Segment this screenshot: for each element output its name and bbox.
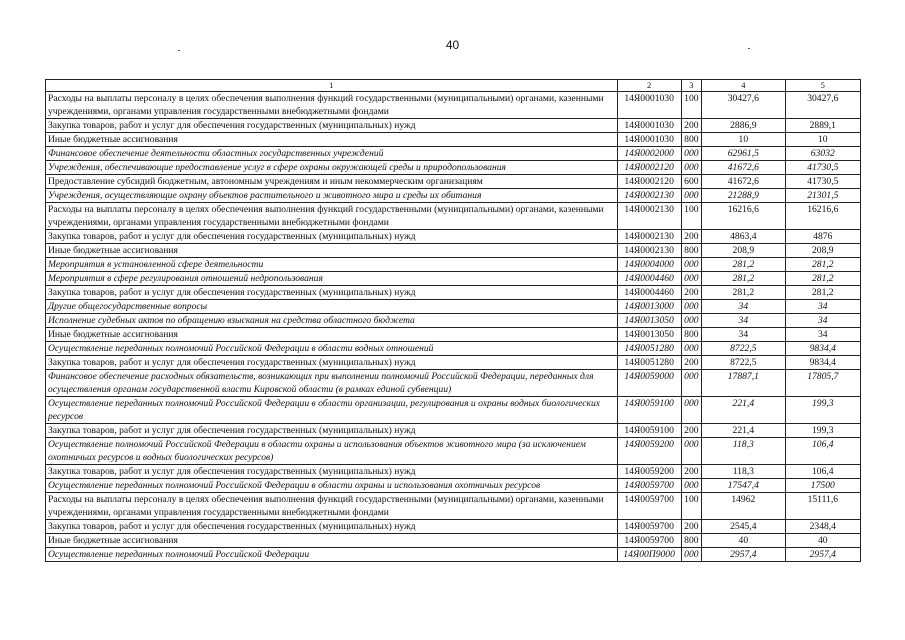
cell-target-code: 14Я0002120 bbox=[617, 161, 681, 175]
column-header-4: 4 bbox=[702, 80, 786, 92]
cell-target-code: 14Я0059700 bbox=[617, 493, 681, 520]
cell-description: Исполнение судебных актов по обращению взыскания на средства областного бюджета bbox=[46, 314, 618, 328]
cell-target-code: 14Я0059100 bbox=[617, 424, 681, 438]
cell-expense-type: 100 bbox=[681, 203, 701, 230]
cell-description: Закупка товаров, работ и услуг для обеспечения государственных (муниципальных) нужд bbox=[46, 520, 618, 534]
cell-target-code: 14Я0002130 bbox=[617, 230, 681, 244]
table-row bbox=[46, 548, 861, 562]
cell-target-code: 14Я0002000 bbox=[617, 147, 681, 161]
cell-description: Иные бюджетные ассигнования bbox=[46, 534, 618, 548]
table-row bbox=[46, 397, 861, 424]
table-header-row bbox=[46, 80, 861, 92]
cell-amount-col5: 199,3 bbox=[785, 424, 860, 438]
cell-expense-type: 200 bbox=[681, 230, 701, 244]
cell-description: Осуществление переданных полномочий Российской Федерации в области организации, регулирования и охраны водных биологических ресурсов bbox=[46, 397, 618, 424]
cell-description: Иные бюджетные ассигнования bbox=[46, 244, 618, 258]
cell-description: Закупка товаров, работ и услуг для обеспечения государственных (муниципальных) нужд bbox=[46, 424, 618, 438]
cell-description: Закупка товаров, работ и услуг для обеспечения государственных (муниципальных) нужд bbox=[46, 465, 618, 479]
table-row bbox=[46, 300, 861, 314]
scan-speck bbox=[748, 48, 750, 49]
cell-amount-col5: 4876 bbox=[785, 230, 860, 244]
cell-amount-col4: 34 bbox=[702, 314, 786, 328]
table-row bbox=[46, 92, 861, 119]
cell-amount-col5: 9834,4 bbox=[785, 342, 860, 356]
cell-expense-type: 100 bbox=[681, 493, 701, 520]
cell-amount-col5: 41730,5 bbox=[785, 161, 860, 175]
table-row bbox=[46, 328, 861, 342]
cell-amount-col5: 41730,5 bbox=[785, 175, 860, 189]
cell-amount-col4: 2886,9 bbox=[702, 119, 786, 133]
cell-amount-col5: 2957,4 bbox=[785, 548, 860, 562]
cell-target-code: 14Я0059700 bbox=[617, 479, 681, 493]
cell-amount-col5: 2889,1 bbox=[785, 119, 860, 133]
cell-expense-type: 000 bbox=[681, 258, 701, 272]
cell-description: Осуществление переданных полномочий Российской Федерации в области водных отношений bbox=[46, 342, 618, 356]
cell-amount-col4: 17887,1 bbox=[702, 370, 786, 397]
cell-target-code: 14Я0002130 bbox=[617, 244, 681, 258]
cell-amount-col4: 208,9 bbox=[702, 244, 786, 258]
cell-target-code: 14Я0059200 bbox=[617, 465, 681, 479]
cell-amount-col5: 208,9 bbox=[785, 244, 860, 258]
table-row bbox=[46, 438, 861, 465]
cell-amount-col5: 16216,6 bbox=[785, 203, 860, 230]
cell-expense-type: 000 bbox=[681, 189, 701, 203]
table-row bbox=[46, 230, 861, 244]
cell-target-code: 14Я0013000 bbox=[617, 300, 681, 314]
cell-amount-col5: 106,4 bbox=[785, 465, 860, 479]
cell-expense-type: 000 bbox=[681, 314, 701, 328]
cell-expense-type: 000 bbox=[681, 147, 701, 161]
cell-amount-col5: 281,2 bbox=[785, 272, 860, 286]
cell-target-code: 14Я0051280 bbox=[617, 356, 681, 370]
cell-amount-col4: 281,2 bbox=[702, 272, 786, 286]
cell-amount-col5: 15111,6 bbox=[785, 493, 860, 520]
cell-expense-type: 200 bbox=[681, 286, 701, 300]
column-header-3: 3 bbox=[681, 80, 701, 92]
table-row bbox=[46, 493, 861, 520]
cell-description: Другие общегосударственные вопросы bbox=[46, 300, 618, 314]
cell-expense-type: 000 bbox=[681, 479, 701, 493]
cell-expense-type: 000 bbox=[681, 548, 701, 562]
cell-expense-type: 600 bbox=[681, 175, 701, 189]
cell-target-code: 14Я00П9000 bbox=[617, 548, 681, 562]
cell-description: Осуществление переданных полномочий Российской Федерации в области охраны и использования охотничьих ресурсов bbox=[46, 479, 618, 493]
cell-amount-col5: 10 bbox=[785, 133, 860, 147]
cell-expense-type: 200 bbox=[681, 119, 701, 133]
cell-amount-col5: 30427,6 bbox=[785, 92, 860, 119]
cell-expense-type: 800 bbox=[681, 534, 701, 548]
cell-description: Осуществление переданных полномочий Российской Федерации bbox=[46, 548, 618, 562]
cell-description: Мероприятия в установленной сфере деятельности bbox=[46, 258, 618, 272]
table-row bbox=[46, 258, 861, 272]
cell-expense-type: 800 bbox=[681, 244, 701, 258]
cell-description: Финансовое обеспечение расходных обязательств, возникающих при выполнении полномочий Российской Федерации, переданных для осуществления органам государственной власти Кировской области (в рамках единой субвенции) bbox=[46, 370, 618, 397]
cell-expense-type: 200 bbox=[681, 465, 701, 479]
cell-target-code: 14Я0004000 bbox=[617, 258, 681, 272]
table-row bbox=[46, 175, 861, 189]
table-row bbox=[46, 286, 861, 300]
cell-target-code: 14Я0059100 bbox=[617, 397, 681, 424]
cell-target-code: 14Я0059200 bbox=[617, 438, 681, 465]
cell-expense-type: 000 bbox=[681, 161, 701, 175]
cell-target-code: 14Я0004460 bbox=[617, 272, 681, 286]
budget-table-body bbox=[46, 80, 861, 562]
cell-target-code: 14Я0013050 bbox=[617, 314, 681, 328]
cell-description: Закупка товаров, работ и услуг для обеспечения государственных (муниципальных) нужд bbox=[46, 286, 618, 300]
cell-amount-col5: 199,3 bbox=[785, 397, 860, 424]
column-header-2: 2 bbox=[617, 80, 681, 92]
cell-amount-col4: 2957,4 bbox=[702, 548, 786, 562]
cell-expense-type: 200 bbox=[681, 424, 701, 438]
cell-amount-col5: 34 bbox=[785, 300, 860, 314]
cell-expense-type: 800 bbox=[681, 133, 701, 147]
table-row bbox=[46, 424, 861, 438]
cell-amount-col5: 106,4 bbox=[785, 438, 860, 465]
cell-target-code: 14Я0002130 bbox=[617, 203, 681, 230]
table-row bbox=[46, 244, 861, 258]
cell-expense-type: 000 bbox=[681, 272, 701, 286]
cell-amount-col4: 281,2 bbox=[702, 258, 786, 272]
cell-amount-col5: 9834,4 bbox=[785, 356, 860, 370]
cell-target-code: 14Я0001030 bbox=[617, 119, 681, 133]
cell-target-code: 14Я0001030 bbox=[617, 92, 681, 119]
cell-target-code: 14Я0059000 bbox=[617, 370, 681, 397]
table-row bbox=[46, 119, 861, 133]
table-row bbox=[46, 342, 861, 356]
cell-expense-type: 000 bbox=[681, 397, 701, 424]
table-row bbox=[46, 189, 861, 203]
cell-description: Закупка товаров, работ и услуг для обеспечения государственных (муниципальных) нужд bbox=[46, 230, 618, 244]
cell-target-code: 14Я0002120 bbox=[617, 175, 681, 189]
cell-amount-col4: 10 bbox=[702, 133, 786, 147]
cell-description: Расходы на выплаты персоналу в целях обеспечения выполнения функций государственными (муниципальными) органами, казенными учреждениями, органами управления государственными внебюджетными фондами bbox=[46, 493, 618, 520]
cell-amount-col4: 16216,6 bbox=[702, 203, 786, 230]
table-row bbox=[46, 161, 861, 175]
cell-amount-col4: 118,3 bbox=[702, 465, 786, 479]
cell-amount-col4: 34 bbox=[702, 300, 786, 314]
cell-amount-col4: 4863,4 bbox=[702, 230, 786, 244]
cell-amount-col4: 14962 bbox=[702, 493, 786, 520]
cell-description: Иные бюджетные ассигнования bbox=[46, 328, 618, 342]
cell-target-code: 14Я0059700 bbox=[617, 520, 681, 534]
table-row bbox=[46, 479, 861, 493]
cell-expense-type: 000 bbox=[681, 342, 701, 356]
table-row bbox=[46, 314, 861, 328]
cell-amount-col5: 281,2 bbox=[785, 286, 860, 300]
cell-description: Мероприятия в сфере регулирования отношений недропользования bbox=[46, 272, 618, 286]
cell-expense-type: 000 bbox=[681, 300, 701, 314]
cell-amount-col4: 21288,9 bbox=[702, 189, 786, 203]
cell-amount-col4: 221,4 bbox=[702, 424, 786, 438]
cell-amount-col4: 118,3 bbox=[702, 438, 786, 465]
cell-amount-col5: 34 bbox=[785, 328, 860, 342]
cell-description: Финансовое обеспечение деятельности областных государственных учреждений bbox=[46, 147, 618, 161]
budget-table bbox=[45, 79, 861, 562]
cell-amount-col4: 40 bbox=[702, 534, 786, 548]
cell-target-code: 14Я0004460 bbox=[617, 286, 681, 300]
cell-target-code: 14Я0002130 bbox=[617, 189, 681, 203]
cell-description: Иные бюджетные ассигнования bbox=[46, 133, 618, 147]
column-header-5: 5 bbox=[785, 80, 860, 92]
cell-amount-col4: 2545,4 bbox=[702, 520, 786, 534]
cell-target-code: 14Я0051280 bbox=[617, 342, 681, 356]
cell-amount-col5: 63032 bbox=[785, 147, 860, 161]
cell-expense-type: 100 bbox=[681, 92, 701, 119]
cell-expense-type: 800 bbox=[681, 328, 701, 342]
cell-expense-type: 000 bbox=[681, 370, 701, 397]
page-number: 40 bbox=[445, 38, 460, 52]
scan-speck bbox=[178, 50, 180, 51]
cell-amount-col5: 17500 bbox=[785, 479, 860, 493]
cell-description: Расходы на выплаты персоналу в целях обеспечения выполнения функций государственными (муниципальными) органами, казенными учреждениями, органами управления государственными внебюджетными фондами bbox=[46, 203, 618, 230]
cell-amount-col4: 41672,6 bbox=[702, 175, 786, 189]
cell-description: Учреждения, обеспечивающие предоставление услуг в сфере охраны окружающей среды и природопользования bbox=[46, 161, 618, 175]
cell-amount-col5: 40 bbox=[785, 534, 860, 548]
table-row bbox=[46, 133, 861, 147]
cell-expense-type: 200 bbox=[681, 356, 701, 370]
cell-amount-col4: 8722,5 bbox=[702, 342, 786, 356]
table-row bbox=[46, 356, 861, 370]
cell-amount-col5: 34 bbox=[785, 314, 860, 328]
column-header-1: 1 bbox=[46, 80, 618, 92]
cell-amount-col4: 281,2 bbox=[702, 286, 786, 300]
cell-description: Учреждения, осуществляющие охрану объектов растительного и животного мира и среды их обитания bbox=[46, 189, 618, 203]
cell-amount-col5: 281,2 bbox=[785, 258, 860, 272]
cell-description: Осуществление полномочий Российской Федерации в области охраны и использования объектов животного мира (за исключением охотничьих ресурсов и водных биологических ресурсов) bbox=[46, 438, 618, 465]
cell-amount-col5: 2348,4 bbox=[785, 520, 860, 534]
cell-amount-col5: 17805,7 bbox=[785, 370, 860, 397]
cell-description: Расходы на выплаты персоналу в целях обеспечения выполнения функций государственными (муниципальными) органами, казенными учреждениями, органами управления государственными внебюджетными фондами bbox=[46, 92, 618, 119]
table-row bbox=[46, 370, 861, 397]
cell-amount-col4: 30427,6 bbox=[702, 92, 786, 119]
table-row bbox=[46, 465, 861, 479]
table-row bbox=[46, 272, 861, 286]
cell-target-code: 14Я0001030 bbox=[617, 133, 681, 147]
cell-amount-col4: 8722,5 bbox=[702, 356, 786, 370]
cell-description: Закупка товаров, работ и услуг для обеспечения государственных (муниципальных) нужд bbox=[46, 119, 618, 133]
cell-target-code: 14Я0013050 bbox=[617, 328, 681, 342]
cell-expense-type: 000 bbox=[681, 438, 701, 465]
table-row bbox=[46, 534, 861, 548]
cell-amount-col4: 62961,5 bbox=[702, 147, 786, 161]
table-row bbox=[46, 520, 861, 534]
cell-amount-col4: 17547,4 bbox=[702, 479, 786, 493]
table-row bbox=[46, 203, 861, 230]
cell-target-code: 14Я0059700 bbox=[617, 534, 681, 548]
cell-amount-col4: 221,4 bbox=[702, 397, 786, 424]
cell-description: Закупка товаров, работ и услуг для обеспечения государственных (муниципальных) нужд bbox=[46, 356, 618, 370]
cell-expense-type: 200 bbox=[681, 520, 701, 534]
table-row bbox=[46, 147, 861, 161]
cell-amount-col5: 21301,5 bbox=[785, 189, 860, 203]
cell-amount-col4: 41672,6 bbox=[702, 161, 786, 175]
cell-amount-col4: 34 bbox=[702, 328, 786, 342]
cell-description: Предоставление субсидий бюджетным, автономным учреждениям и иным некоммерческим организациям bbox=[46, 175, 618, 189]
